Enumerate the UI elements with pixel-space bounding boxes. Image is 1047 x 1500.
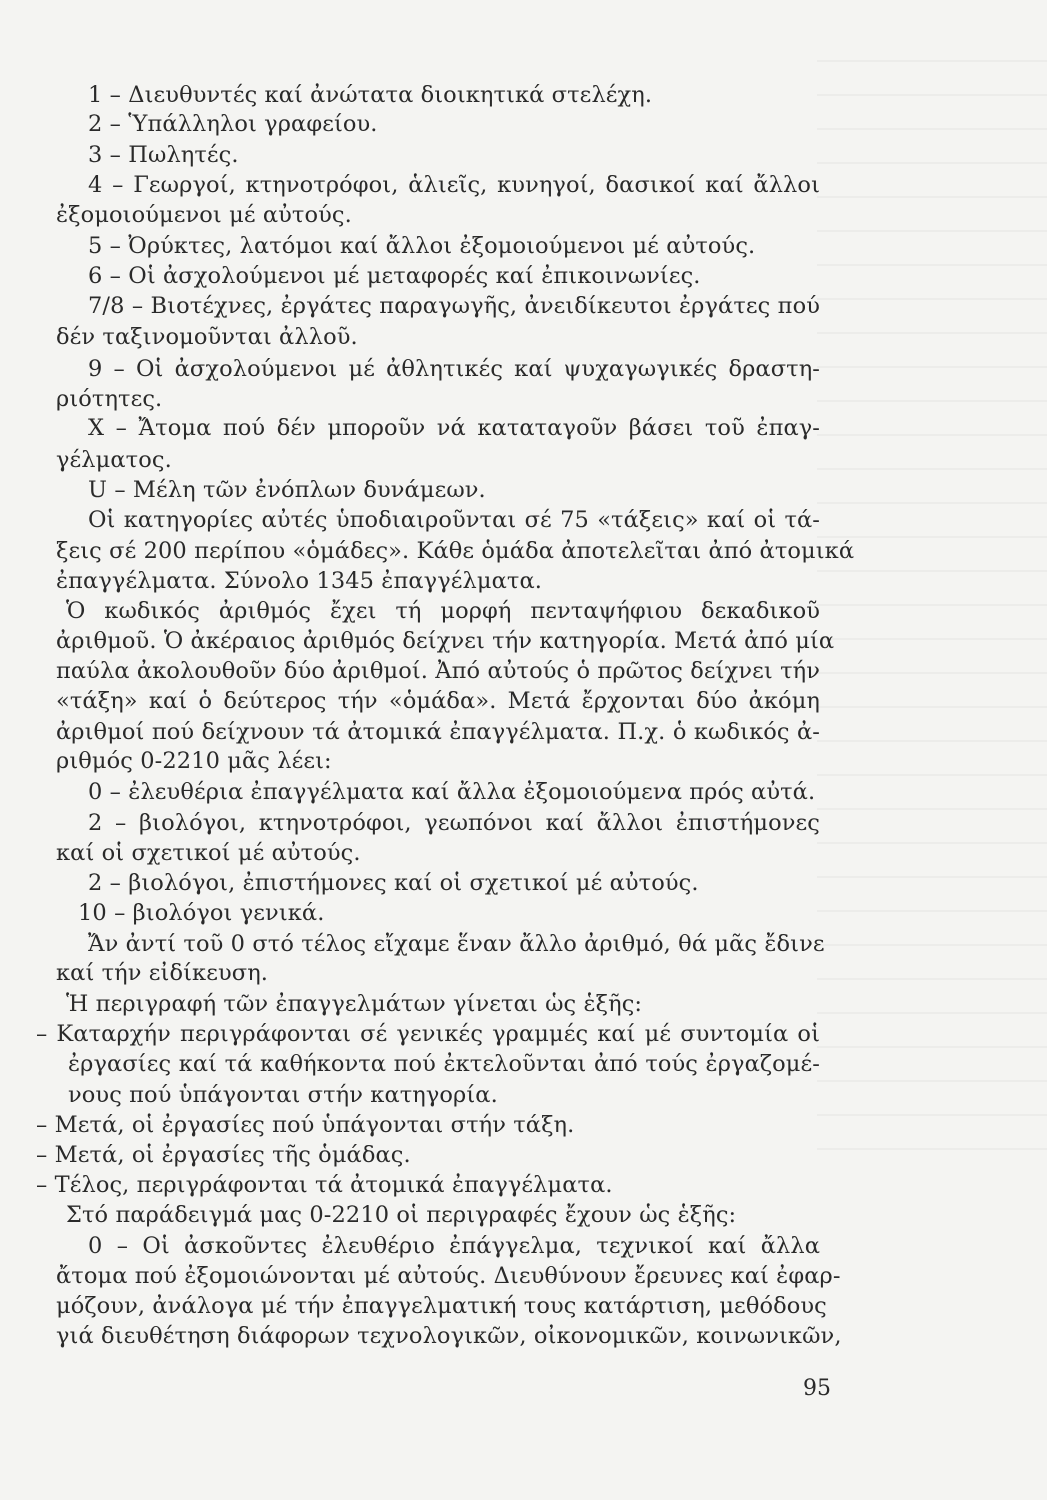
text-line: Οἱ κατηγορίες αὐτές ὑποδιαιροῦνται σέ 75 «τάξεις» καί οἱ τά- xyxy=(88,507,820,533)
text-line: 3 – Πωλητές. xyxy=(88,142,239,168)
text-line: ἀριθμοῦ. Ὁ ἀκέραιος ἀριθμός δείχνει τήν κατηγορία. Μετά ἀπό μία xyxy=(56,628,835,654)
text-line: 9 – Οἱ ἀσχολούμενοι μέ ἀθλητικές καί ψυχαγωγικές δραστη- xyxy=(88,356,820,382)
text-line: 4 – Γεωργοί, κτηνοτρόφοι, ἁλιεῖς, κυνηγοί, δασικοί καί ἄλλοι xyxy=(88,172,820,198)
text-line: μόζουν, ἀνάλογα μέ τήν ἐπαγγελματική τους κατάρτιση, μεθόδους xyxy=(56,1293,827,1319)
text-line: καί οἱ σχετικοί μέ αὐτούς. xyxy=(56,840,361,866)
text-line: – Μετά, οἱ ἐργασίες πού ὑπάγονται στήν τάξη. xyxy=(36,1112,575,1138)
text-line: 2 – βιολόγοι, ἐπιστήμονες καί οἱ σχετικοί μέ αὐτούς. xyxy=(88,870,699,896)
text-line: παύλα ἀκολουθοῦν δύο ἀριθμοί. Ἀπό αὐτούς ὁ πρῶτος δείχνει τήν xyxy=(56,658,820,684)
text-line: Ὁ κωδικός ἀριθμός ἔχει τή μορφή πενταψήφιου δεκαδικοῦ xyxy=(66,598,820,624)
text-line: ἄτομα πού ἐξομοιώνονται μέ αὐτούς. Διευθύνουν ἔρευνες καί ἐφαρ- xyxy=(56,1263,841,1289)
text-line: Ἄν ἀντί τοῦ 0 στό τέλος εἴχαμε ἕναν ἄλλο ἀριθμό, θά μᾶς ἔδινε xyxy=(88,931,825,957)
text-line: γέλματος. xyxy=(56,447,172,473)
text-line: ἀριθμοί πού δείχνουν τά ἀτομικά ἐπαγγέλματα. Π.χ. ὁ κωδικός ἀ- xyxy=(56,719,820,745)
text-line: ἐργασίες καί τά καθήκοντα πού ἐκτελοῦνται ἀπό τούς ἐργαζομέ- xyxy=(68,1051,820,1077)
text-line: – Μετά, οἱ ἐργασίες τῆς ὁμάδας. xyxy=(36,1142,411,1168)
text-line: 10 – βιολόγοι γενικά. xyxy=(78,900,325,926)
text-line: καί τήν εἰδίκευση. xyxy=(56,960,269,986)
text-line: νους πού ὑπάγονται στήν κατηγορία. xyxy=(68,1082,498,1108)
text-line: Στό παράδειγμά μας 0-2210 οἱ περιγραφές ἔχουν ὡς ἑξῆς: xyxy=(66,1202,737,1228)
text-line: ξεις σέ 200 περίπου «ὁμάδες». Κάθε ὁμάδα ἀποτελεῖται ἀπό ἀτομικά xyxy=(56,538,855,564)
bleed-through-shadow xyxy=(817,60,1047,1160)
text-line: Χ – Ἄτομα πού δέν μποροῦν νά καταταγοῦν βάσει τοῦ ἐπαγ- xyxy=(88,415,820,441)
text-line: U – Μέλη τῶν ἐνόπλων δυνάμεων. xyxy=(88,477,486,503)
text-line: γιά διευθέτηση διάφορων τεχνολογικῶν, οἰκονομικῶν, κοινωνικῶν, xyxy=(56,1323,842,1349)
text-line: 2 – βιολόγοι, κτηνοτρόφοι, γεωπόνοι καί ἄλλοι ἐπιστήμονες xyxy=(88,810,820,836)
text-line: 2 – Ὑπάλληλοι γραφείου. xyxy=(88,111,378,137)
text-line: – Καταρχήν περιγράφονται σέ γενικές γραμμές καί μέ συντομία οἱ xyxy=(36,1021,820,1047)
text-line: 5 – Ὀρύκτες, λατόμοι καί ἄλλοι ἐξομοιούμενοι μέ αὐτούς. xyxy=(88,233,756,259)
text-line: 7/8 – Βιοτέχνες, ἐργάτες παραγωγῆς, ἀνειδίκευτοι ἐργάτες πού xyxy=(88,293,820,319)
text-line: ριότητες. xyxy=(56,386,163,412)
text-line: ἐξομοιούμενοι μέ αὐτούς. xyxy=(56,202,352,228)
text-line: Ἡ περιγραφή τῶν ἐπαγγελμάτων γίνεται ὡς ἑξῆς: xyxy=(66,991,643,1017)
text-line: ἐπαγγέλματα. Σύνολο 1345 ἐπαγγέλματα. xyxy=(56,568,542,594)
text-line: ριθμός 0-2210 μᾶς λέει: xyxy=(56,748,332,774)
text-line: 6 – Οἱ ἀσχολούμενοι μέ μεταφορές καί ἐπικοινωνίες. xyxy=(88,263,701,289)
page-number: 95 xyxy=(803,1376,831,1401)
text-line: 0 – ἐλευθέρια ἐπαγγέλματα καί ἄλλα ἐξομοιούμενα πρός αὐτά. xyxy=(88,779,816,805)
text-line: 1 – Διευθυντές καί ἀνώτατα διοικητικά στελέχη. xyxy=(88,82,653,108)
text-line: – Τέλος, περιγράφονται τά ἀτομικά ἐπαγγέλματα. xyxy=(36,1172,613,1198)
text-line: δέν ταξινομοῦνται ἀλλοῦ. xyxy=(56,324,358,350)
text-line: 0 – Οἱ ἀσκοῦντες ἐλευθέριο ἐπάγγελμα, τεχνικοί καί ἄλλα xyxy=(88,1233,820,1259)
text-line: «τάξη» καί ὁ δεύτερος τήν «ὁμάδα». Μετά ἔρχονται δύο ἀκόμη xyxy=(56,688,820,714)
